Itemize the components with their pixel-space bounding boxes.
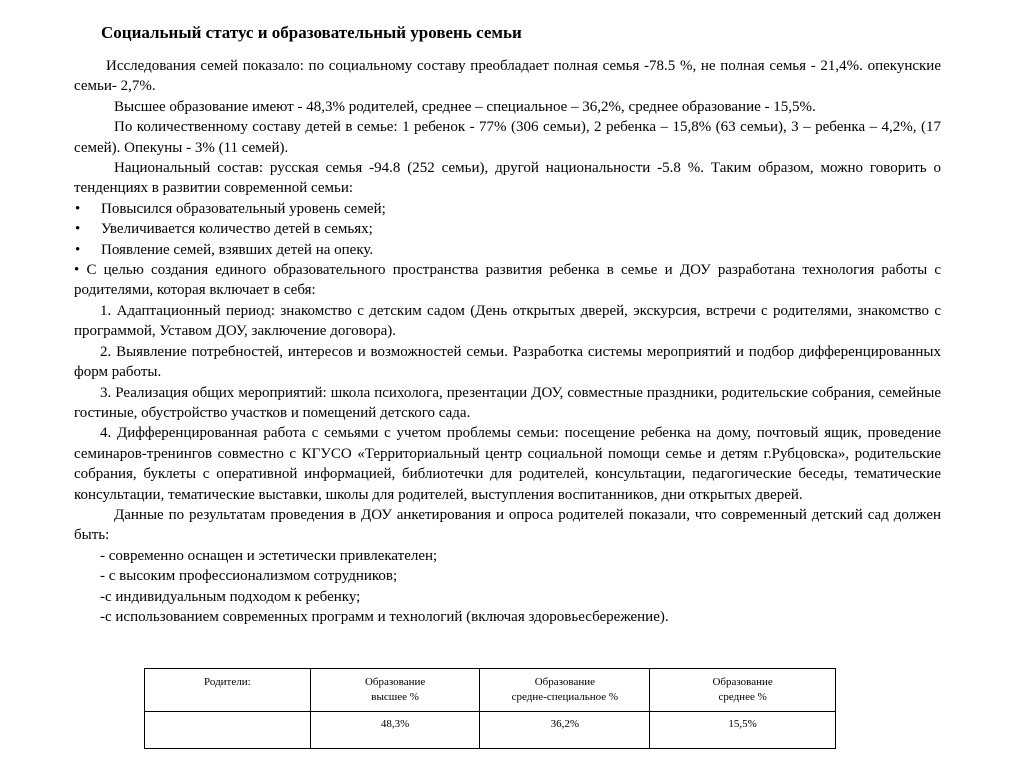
bullet-text: Увеличивается количество детей в семьях; <box>101 221 373 238</box>
cell-secondary-value: 15,5% <box>650 712 836 749</box>
dash-item: - современно оснащен и эстетически привлекателен; <box>100 547 438 564</box>
page-title: Социальный статус и образовательный уровень семьи <box>101 23 522 42</box>
cell-parents <box>145 712 311 749</box>
bullet-icon: • <box>75 200 81 217</box>
numbered-item-2: 2. Выявление потребностей, интересов и возможностей семьи. Разработка системы мероприятий и подбор дифференцированных форм работы. <box>74 343 941 381</box>
paragraph-nationality: Национальный состав: русская семья -94.8 (252 семьи), другой национальности -5.8 %. Таким образом, можно говорить о тенденциях в развитии современной семьи: <box>74 160 941 197</box>
paragraph-survey: Данные по результатам проведения в ДОУ анкетирования и опроса родителей показали, что современный детский сад должен быть: <box>74 506 941 544</box>
education-table <box>144 668 836 749</box>
header-vocational-education: Образование средне-специальное % <box>480 669 650 712</box>
bullet-icon: • <box>75 221 81 238</box>
table-row <box>145 712 836 749</box>
header-higher-education: Образование высшее % <box>310 669 480 712</box>
paragraph-social-composition: Исследования семей показало: по социальному составу преобладает полная семья -78.5 %, не полная семья - 21,4%. опекунские семьи- 2,7%. <box>74 58 941 95</box>
paragraph-education: Высшее образование имеют - 48,3% родителей, среднее – специальное – 36,2%, среднее образование - 15,5%. <box>114 98 816 115</box>
cell-higher-value: 48,3% <box>310 712 480 749</box>
numbered-item-1: 1. Адаптационный период: знакомство с детским садом (День открытых дверей, экскурсия, встречи с родителями, знакомство с программой, Уставом ДОУ, заключение договора). <box>74 302 941 340</box>
numbered-item-3: 3. Реализация общих мероприятий: школа психолога, презентации ДОУ, совместные праздники, родительские собрания, семейные гостиные, обустройство участков и помещений детского сада. <box>74 384 941 421</box>
paragraph-children-count: По количественному составу детей в семье: 1 ребенок - 77% (306 семьи), 2 ребенка – 15,8% (63 семьи), 3 – ребенка – 4,2%, (17 семей). Опекуны - 3% (11 семей). <box>74 119 941 156</box>
bullet-icon: • <box>75 241 81 258</box>
list-item <box>74 260 941 301</box>
table-header-row <box>145 669 836 712</box>
bullet-text: Повысился образовательный уровень семей; <box>101 200 386 217</box>
document-page <box>74 22 941 627</box>
bullet-text: С целью создания единого образовательного пространства развития ребенка в семье и ДОУ разработана технология работы с родителями, которая включает в себя: <box>74 262 941 299</box>
list-item <box>74 199 941 219</box>
numbered-item-4: 4. Дифференцированная работа с семьями с учетом проблемы семьи: посещение ребенка на дому, почтовый ящик, проведение семинаров-тренингов совместно с КГУСО «Территориальный центр социальной помощи семье и детям г.Рубцовска», родительские собрания, буклеты с оперативной информацией, библиотечки для родителей, консультации, педагогические беседы, тематические консультации, тематические выставки, школы для родителей, выступления воспитанников, дни открытых дверей. <box>74 425 941 503</box>
dash-item: -с использованием современных программ и технологий (включая здоровьесбережение). <box>100 608 669 625</box>
bullet-icon: • <box>74 262 80 279</box>
bullet-text: Появление семей, взявших детей на опеку. <box>101 241 374 258</box>
list-item <box>74 219 941 239</box>
cell-vocational-value: 36,2% <box>480 712 650 749</box>
dash-item: -с индивидуальным подходом к ребенку; <box>100 588 361 605</box>
header-parents: Родители: <box>145 669 311 712</box>
list-item <box>74 240 941 260</box>
header-secondary-education: Образование среднее % <box>650 669 836 712</box>
dash-item: - с высоким профессионализмом сотрудников; <box>100 568 398 585</box>
